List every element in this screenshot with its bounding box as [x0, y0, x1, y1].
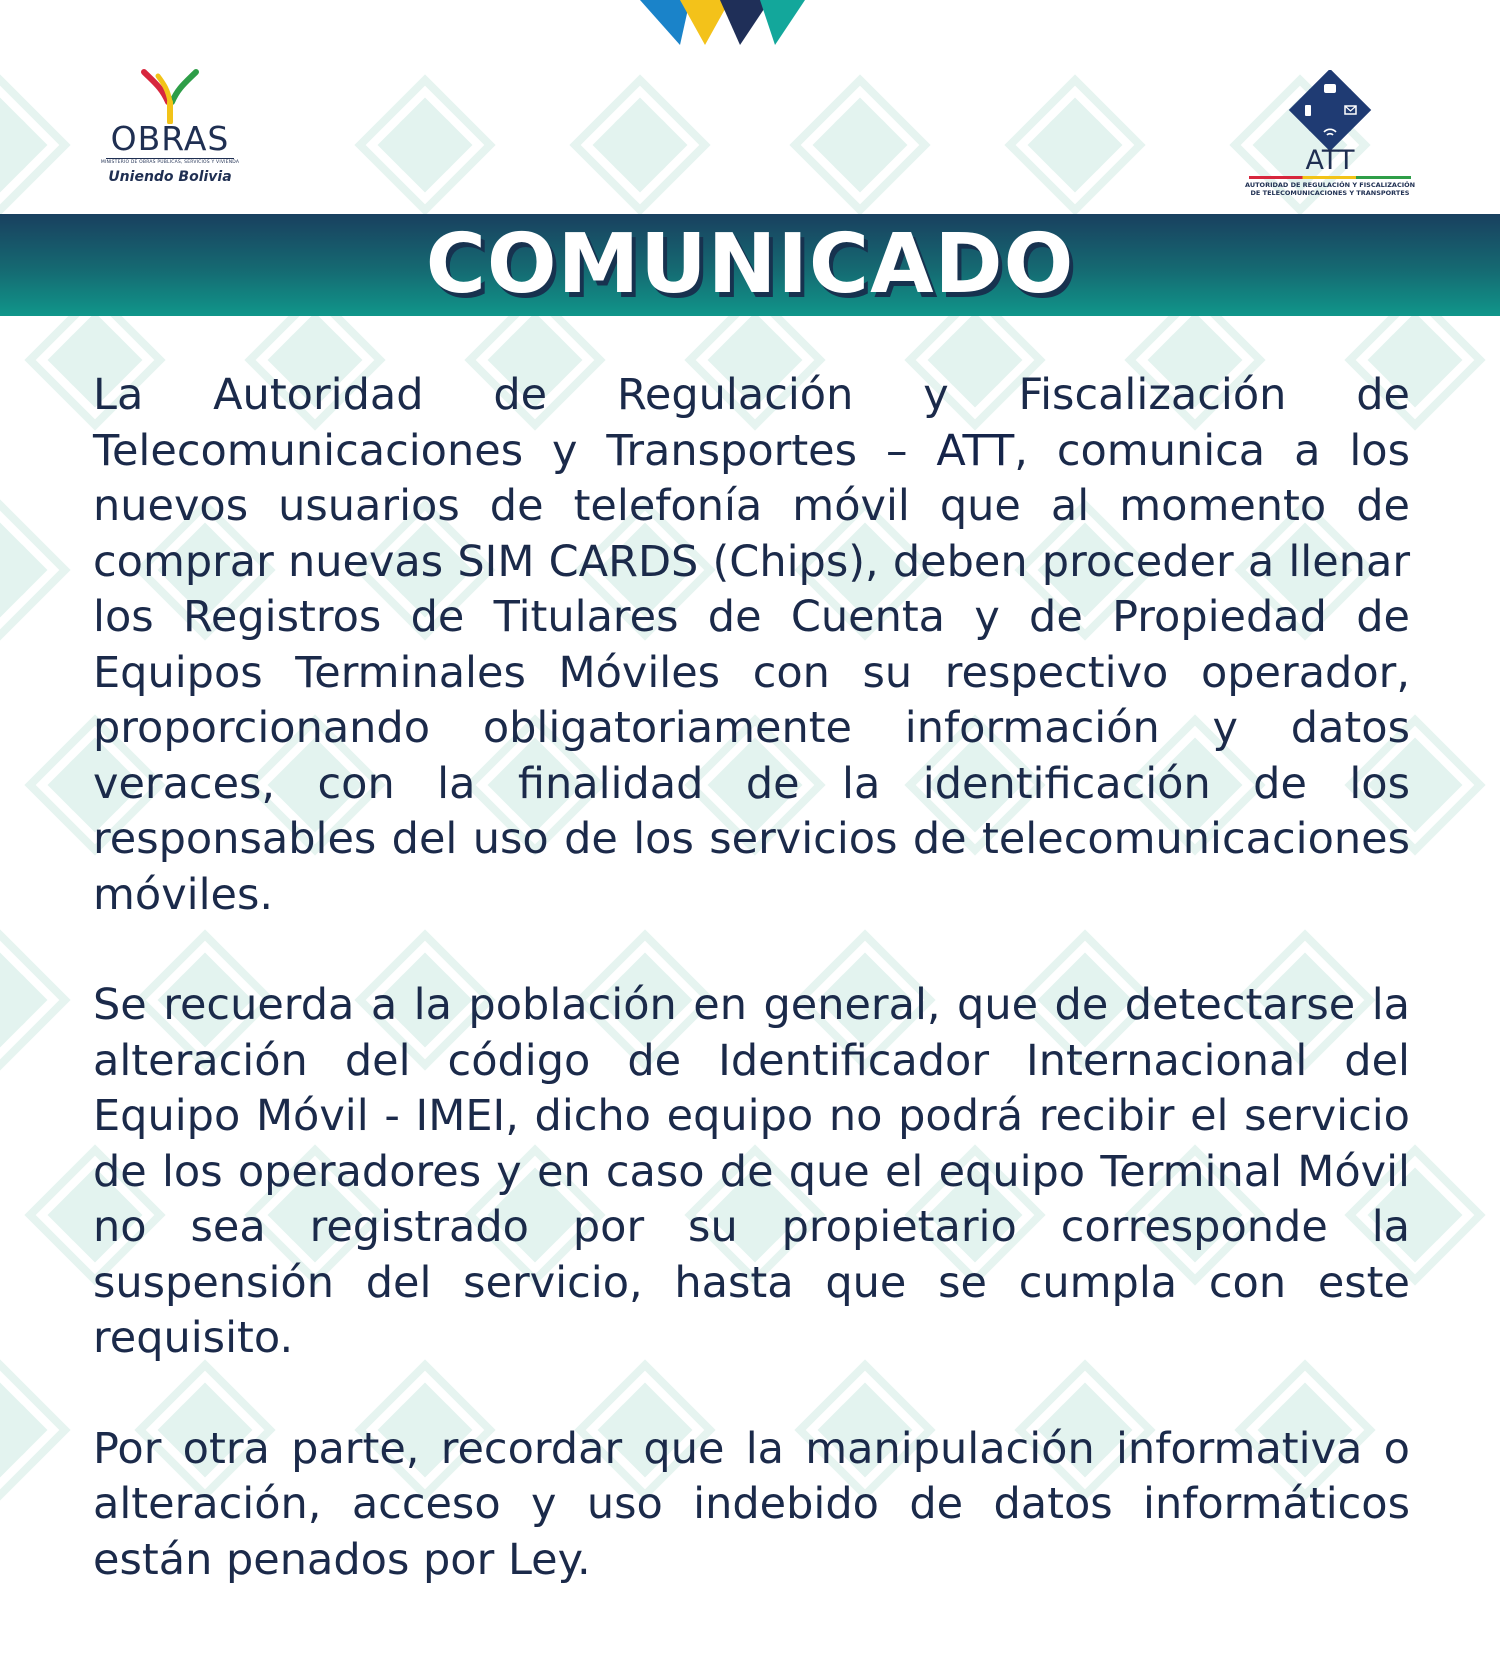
paragraph-3: Por otra parte, recordar que la manipulación informativa o alteración, acceso y uso indebido de datos informáticos están penados por Ley. [93, 1423, 1410, 1585]
paragraph-1-rest: , comunica a los nuevos usuarios de telefonía móvil que al momento de comprar nuevas SIM CARDS (Chips), deben proceder a llenar los Registros de Titulares de Cuenta y de Propiedad de Equipos Terminales Móviles con su respectivo operador, proporcionando obligatoriamente información y datos veraces, con la finalidad de la identificación de los responsables del uso de los servicios de telecomunicaciones móviles. [93, 425, 1411, 920]
communique-body [93, 368, 1410, 1588]
paragraph-1-intro: La Autoridad de Regulación y Fiscalización de Telecomunicaciones y Transportes – [93, 370, 1410, 476]
obras-logo-subtitle: MINISTERIO DE OBRAS PÚBLICAS, SERVICIOS Y VIVIENDA [100, 160, 240, 165]
obras-figure-icon [138, 68, 202, 124]
obras-logo-tagline: Uniendo Bolivia [108, 169, 232, 185]
paragraph-1 [93, 368, 1410, 923]
page-title: COMUNICADO [425, 217, 1075, 312]
att-acronym: ATT [936, 425, 1015, 476]
title-banner [0, 214, 1500, 316]
top-chevron-decoration [640, 0, 860, 50]
obras-logo [100, 68, 240, 203]
att-logo-name: ATT [1305, 145, 1355, 176]
att-logo-subtitle-2: DE TELECOMUNICACIONES Y TRANSPORTES [1250, 189, 1410, 197]
att-emblem-icon [1284, 70, 1376, 152]
att-logo [1245, 70, 1415, 200]
att-logo-subtitle-1: AUTORIDAD DE REGULACIÓN Y FISCALIZACIÓN [1245, 181, 1416, 189]
att-logo-tricolor-stripe [1249, 176, 1411, 179]
paragraph-2: Se recuerda a la población en general, que de detectarse la alteración del código de Identificador Internacional del Equipo Móvil - IMEI, dicho equipo no podrá recibir el servicio de los operadores y en caso de que el equipo Terminal Móvil no sea registrado por su propietario corresponde la suspensión del servicio, hasta que se cumpla con este requisito. [93, 980, 1410, 1363]
obras-logo-name: OBRAS [110, 119, 230, 158]
